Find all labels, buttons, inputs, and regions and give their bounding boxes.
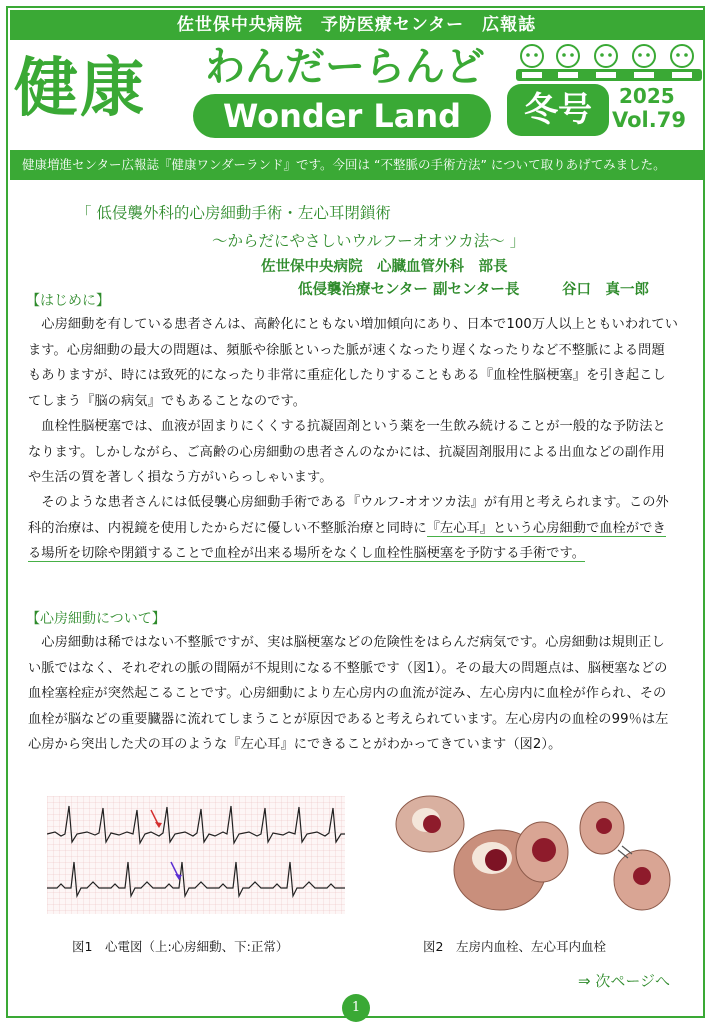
season-badge: 冬号: [507, 84, 609, 136]
title-kanji: 健康: [14, 52, 146, 126]
section-heading-intro: 【はじめに】: [26, 293, 110, 309]
intro-paragraph-2: 血栓性脳梗塞では、血液が固まりにくくする抗凝固剤という薬を一生飲み続けることが一般的な予防法となります。しかしながら、ご高齢の心房細動の患者さんのなかには、抗凝固剤服用による出血などの副作用や生活の質を著しく損なう方がいらっしゃいます。: [28, 419, 666, 485]
intro-paragraph-3: [28, 490, 678, 567]
figure-2-caption: 図2 左房内血栓、左心耳内血栓: [423, 939, 606, 954]
figure-1-caption: 図1 心電図（上:心房細動、下:正常）: [72, 939, 289, 954]
issue-volume: Vol.79: [612, 108, 686, 132]
ecg-figure: [47, 796, 345, 914]
author-name: 谷口 真一郎: [562, 282, 649, 298]
heart-illustration: [392, 788, 690, 916]
intro-paragraph-3b-underlined: 『左心耳』という心房細動で血栓ができる場所を切除や閉鎖することで血栓が出来る場所をなくし血栓性脳梗塞を予防する手術です。: [28, 520, 666, 561]
author-affiliation-2: 低侵襲治療センター 副センター長: [298, 282, 520, 298]
intro-bar: 健康増進センター広報誌『健康ワンダーランド』です。今回は “不整脈の手術方法” について取りあげてみました。: [10, 150, 703, 180]
kids-illustration-icon: [516, 42, 702, 82]
intro-paragraph-3a: そのような患者さんには低侵襲心房細動手術である『ウルフ-オオツカ法』が有用と考えられます。この外科的治療は、内視鏡を使用したからだに優しい不整脈治療と同時に: [28, 495, 669, 536]
article-title-line2: ～からだにやさしいウルフーオオツカ法～ 」: [212, 232, 526, 250]
af-paragraph: 心房細動は稀ではない不整脈ですが、実は脳梗塞などの危険性をはらんだ病気です。心房細動は規則正しい脈ではなく、それぞれの脈の間隔が不規則になる不整脈です（図1）。その最大の問題点は、脳梗塞などの血栓塞栓症が突然起こることです。心房細動により左心房内の血流が淀み、左心房内に血栓が作られ、その血栓が脳などの重要臓器に流れてしまうことが原因であると考えられています。左心房内の血栓の99％は左心房から突出した犬の耳のような『左心耳』にできることがわかってきています（図2）。: [28, 635, 669, 752]
hospital-band: 佐世保中央病院 予防医療センター 広報誌: [10, 10, 703, 40]
section-heading-af: 【心房細動について】: [26, 611, 166, 627]
title-kana: わんだーらんど: [205, 44, 485, 90]
issue-year: 2025: [619, 84, 675, 108]
intro-paragraph-1: 心房細動を有している患者さんは、高齢化にともない増加傾向にあり、日本で100万人以上ともいわれています。心房細動の最大の問題は、頻脈や徐脈といった脈が速くなったり遅くなったりなど不整脈による問題もありますが、時には致死的になったり非常に重症化したりすることもある『血栓性脳梗塞』を引き起こしてしまう『脳の病気』でもあることなのです。: [28, 317, 678, 409]
author-affiliation-1: 佐世保中央病院 心臓血管外科 部長: [261, 259, 508, 275]
title-english: Wonder Land: [193, 94, 491, 138]
article-title-line1: 「 低侵襲外科的心房細動手術・左心耳閉鎖術: [76, 204, 391, 222]
next-page-link[interactable]: ⇒ 次ページへ: [578, 972, 671, 990]
page-number: 1: [342, 994, 370, 1022]
